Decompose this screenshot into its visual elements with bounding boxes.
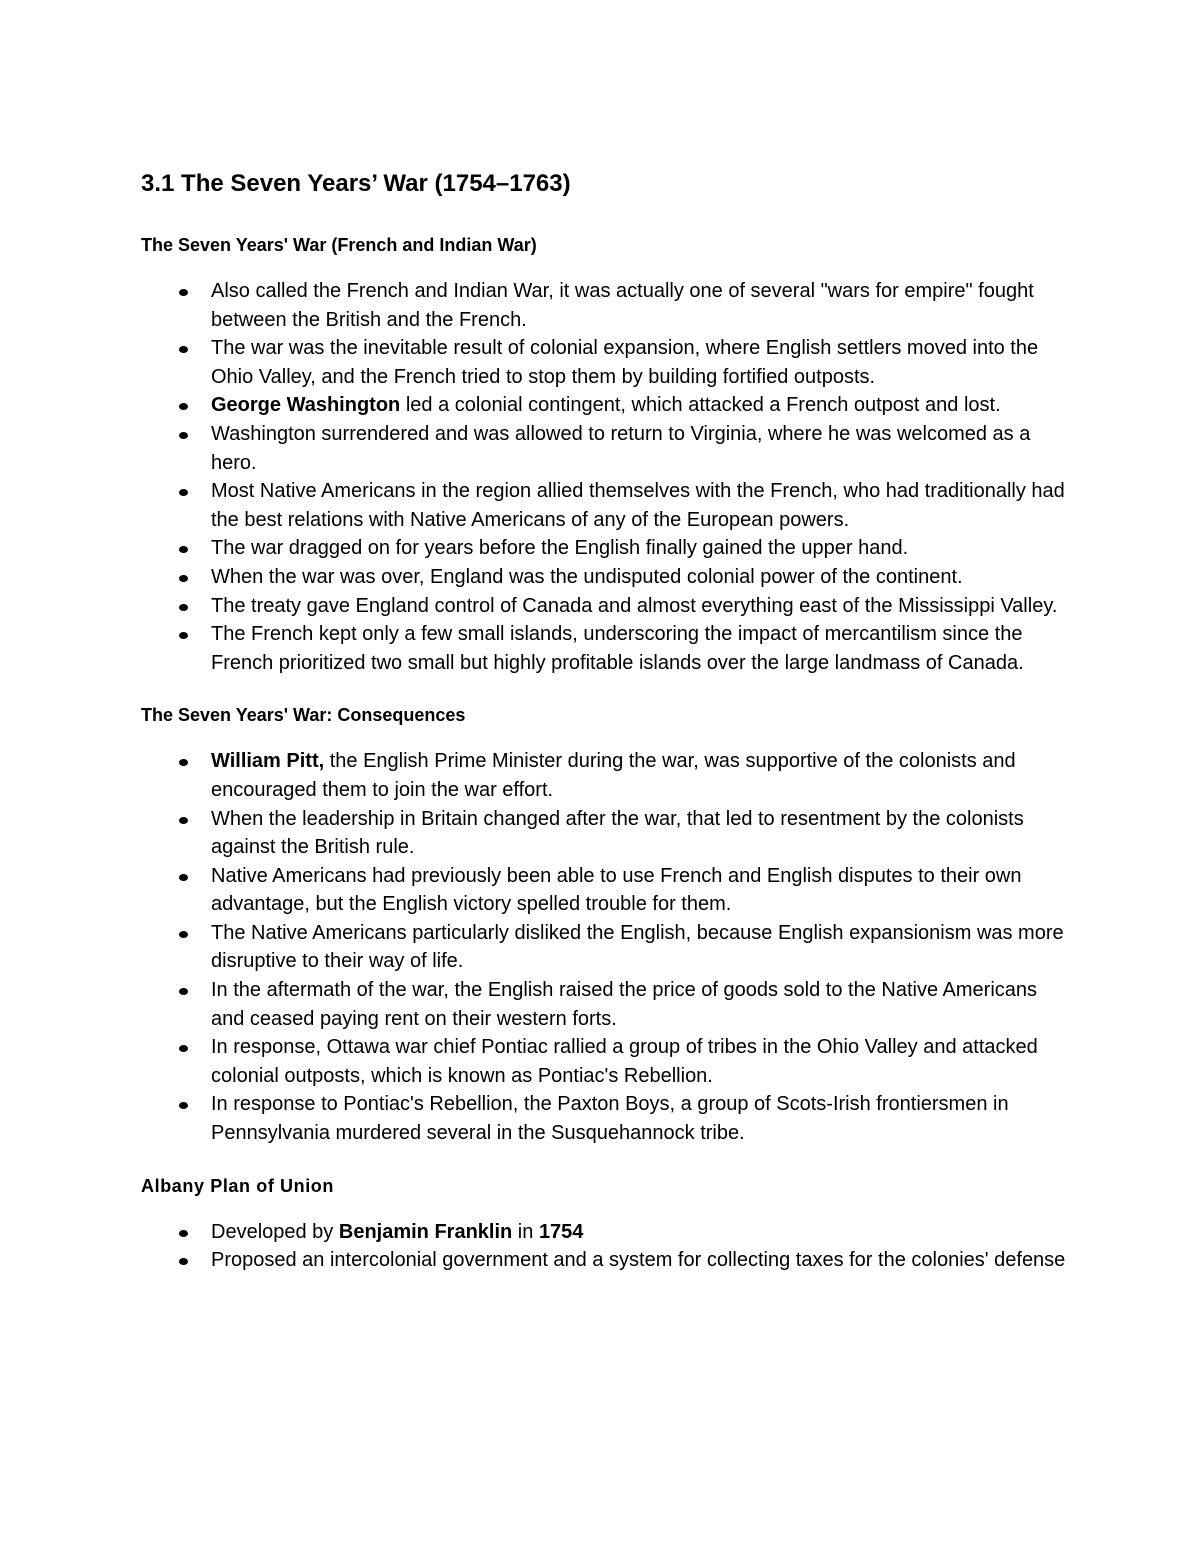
bullet-list xyxy=(141,747,1071,1147)
list-item-bold-text: George Washington xyxy=(211,394,401,417)
list-item xyxy=(141,747,1071,804)
bullet-icon xyxy=(179,874,188,881)
list-item xyxy=(141,805,1071,862)
bullet-list xyxy=(141,277,1071,677)
list-item-bold-text: William Pitt, xyxy=(211,750,325,773)
page-title: 3.1 The Seven Years’ War (1754–1763) xyxy=(141,170,571,197)
list-item-bold-text: 1754 xyxy=(538,1220,584,1243)
bullet-icon xyxy=(179,1258,188,1265)
bullet-list xyxy=(141,1218,1071,1275)
section-heading: The Seven Years' War (French and Indian War) xyxy=(141,235,537,255)
list-item xyxy=(141,862,1071,919)
list-item xyxy=(141,976,1071,1033)
bullet-icon xyxy=(179,489,188,496)
bullet-icon xyxy=(179,546,188,553)
list-item-text: The war was the inevitable result of colonial expansion, where English settlers moved into the Ohio Valley, and the French tried to stop them by building fortified outposts. xyxy=(211,337,1039,388)
list-item-text: Washington surrendered and was allowed to return to Virginia, where he was welcomed as a hero. xyxy=(211,422,1031,474)
list-item-text: The Native Americans particularly disliked the English, because English expansionism was more disruptive to their way of life. xyxy=(211,921,1064,973)
list-item-text: Also called the French and Indian War, it was actually one of several "wars for empire" fought between the British and the French. xyxy=(211,280,1034,331)
list-item-text: in xyxy=(512,1220,539,1243)
bullet-icon xyxy=(179,575,188,582)
section-heading: Albany Plan of Union xyxy=(141,1175,335,1196)
list-item xyxy=(141,420,1071,477)
list-item xyxy=(141,1033,1071,1090)
list-item-text: the English Prime Minister during the war, was supportive of the colonists and encouraged them to join the war effort. xyxy=(211,750,1016,801)
list-item-text: In response to Pontiac's Rebellion, the Paxton Boys, a group of Scots-Irish frontiersmen in Pennsylvania murdered several in the Susquehannock tribe. xyxy=(211,1093,1009,1145)
list-item xyxy=(141,620,1071,677)
list-item-text: The war dragged on for years before the English finally gained the upper hand. xyxy=(211,537,909,560)
bullet-icon xyxy=(179,1230,188,1237)
list-item xyxy=(141,1090,1071,1147)
bullet-icon xyxy=(179,432,188,439)
bullet-icon xyxy=(179,931,188,938)
list-item-text: In response, Ottawa war chief Pontiac rallied a group of tribes in the Ohio Valley and attacked colonial outposts, which is known as Pontiac's Rebellion. xyxy=(211,1036,1038,1087)
bullet-icon xyxy=(179,289,188,296)
list-item-text: Most Native Americans in the region allied themselves with the French, who had traditionally had the best relations with Native Americans of any of the European powers. xyxy=(211,480,1065,531)
list-item-text: In the aftermath of the war, the English raised the price of goods sold to the Native Americans and ceased paying rent on their western forts. xyxy=(211,979,1038,1030)
list-item-bold-text: Benjamin Franklin xyxy=(338,1220,513,1243)
list-item-text: led a colonial contingent, which attacked a French outpost and lost. xyxy=(400,394,1001,417)
list-item xyxy=(141,563,1071,592)
bullet-icon xyxy=(179,632,188,639)
list-item xyxy=(141,534,1071,563)
document-page xyxy=(141,166,1071,1299)
list-item-text: The French kept only a few small islands, underscoring the impact of mercantilism since the French prioritized two small but highly profitable islands over the large landmass of Canada. xyxy=(211,623,1024,674)
bullet-icon xyxy=(179,988,188,995)
list-item xyxy=(141,391,1071,420)
list-item-text: Proposed an intercolonial government and a system for collecting taxes for the colonies' defense xyxy=(211,1249,1066,1272)
bullet-icon xyxy=(179,1045,188,1052)
list-item-text: Developed by xyxy=(211,1220,339,1243)
list-item xyxy=(141,919,1071,976)
list-item xyxy=(141,1246,1071,1275)
bullet-icon xyxy=(179,817,188,824)
list-item-text: When the war was over, England was the undisputed colonial power of the continent. xyxy=(211,565,963,588)
list-item-text: Native Americans had previously been able to use French and English disputes to their own advantage, but the English victory spelled trouble for them. xyxy=(211,864,1022,916)
bullet-icon xyxy=(179,1102,188,1109)
list-item-text: The treaty gave England control of Canada and almost everything east of the Mississippi Valley. xyxy=(211,594,1058,617)
list-item xyxy=(141,1218,1071,1247)
bullet-icon xyxy=(179,346,188,353)
bullet-icon xyxy=(179,403,188,410)
bullet-icon xyxy=(179,759,188,766)
list-item-text: When the leadership in Britain changed after the war, that led to resentment by the colonists against the British rule. xyxy=(211,807,1024,859)
section-heading: The Seven Years' War: Consequences xyxy=(141,705,466,726)
list-item xyxy=(141,277,1071,334)
list-item xyxy=(141,477,1071,534)
list-item xyxy=(141,592,1071,621)
list-item xyxy=(141,334,1071,391)
bullet-icon xyxy=(179,604,188,611)
